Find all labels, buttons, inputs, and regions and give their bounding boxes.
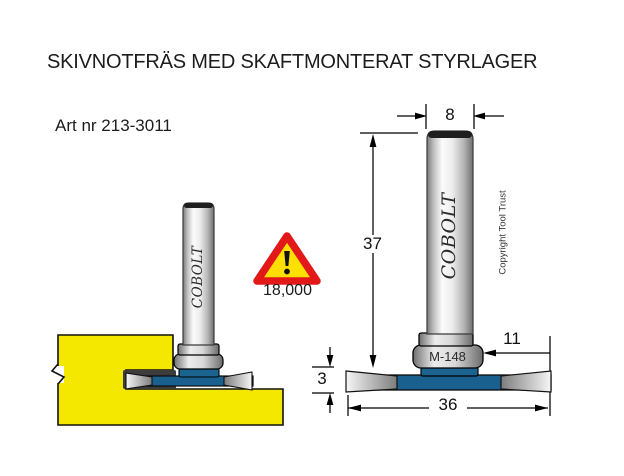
carbide-tip (224, 372, 252, 390)
max-rpm-label: 18,000 (263, 282, 312, 299)
page-title: SKIVNOTFRÄS MED SKAFTMONTERAT STYRLAGER (47, 51, 538, 73)
workpiece-figure (52, 203, 283, 425)
copyright-label: Copyright Tool Trust (497, 190, 509, 275)
dim-cutter-diameter: 36 (429, 396, 467, 414)
shank-top-cap (428, 131, 472, 138)
dim-kerf-width: 3 (317, 369, 327, 388)
dim-cutting-depth: 11 (503, 329, 521, 348)
carbide-tip (501, 371, 551, 392)
shank-top-cap (184, 203, 213, 208)
dim-shank-diameter: 8 (445, 105, 455, 124)
brand-label-shank-right: COBOLT (438, 192, 460, 280)
guide-bearing (174, 354, 223, 369)
brand-label-shank-left: COBOLT (190, 245, 206, 309)
collar (178, 344, 219, 355)
bearing-model-label: M-148 (429, 349, 466, 364)
warning-triangle-icon (257, 236, 317, 281)
collar (419, 333, 473, 346)
carbide-tip (346, 371, 397, 392)
article-number: Art nr 213-3011 (55, 116, 172, 135)
dim-shank-length: 37 (357, 235, 388, 253)
